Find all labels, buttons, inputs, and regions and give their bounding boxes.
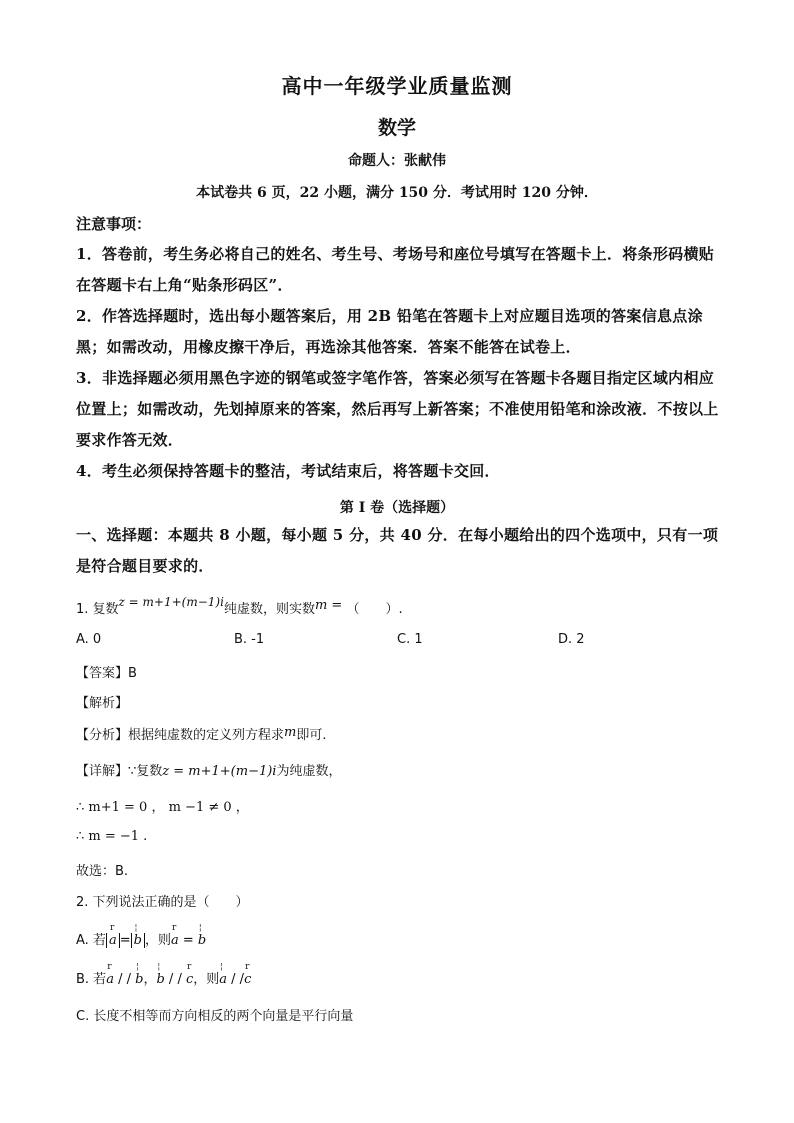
q2-option-a-prefix: A. 若 [76,933,106,948]
q2-option-b-mid1: ， [143,972,157,987]
page-title: 高中一年级学业质量监测 [281,74,513,98]
section-title: 第 I 卷（选择题） [339,500,455,516]
note-item-1: 1．答卷前，考生务必将自己的姓名、考生号、考场号和座位号填写在答题卡上．将条形码横贴在答题卡右上角“贴条形码区”． [76,245,715,294]
q1-suffix: （ ）. [346,602,403,617]
q2-option-b-prefix: B. 若 [76,972,107,987]
q1-option-a: A. 0 [76,632,102,647]
q2-option-b: B. 若r a / / ¦ b，¦ b / / r c，则¦ a / /r c [76,968,251,987]
note-item-2: 2．作答选择题时，选出每小题答案后，用 2B 铅笔在答题卡上对应题目选项的答案信息点涂黑；如需改动，用橡皮擦干净后，再选涂其他答案．答案不能答在试卷上． [76,307,703,356]
q1-detail [76,760,341,779]
q1-option-b: B. -1 [234,632,265,647]
q2-option-a-mid: ，则 [144,933,171,948]
q2-option-a: A. 若r a =¦ b ，则r a = ¦ b [76,929,206,948]
q1-prefix: 1. 复数 [76,602,119,617]
abs-a: r a [106,933,120,948]
q1-detail-suffix: 为纯虚数， [276,764,342,779]
author-line: 命题人：张献伟 [348,153,446,169]
q1-detail-formula: z = m+1+(m−1)i [162,764,277,779]
q1-fenxi-var: m [284,725,297,740]
q1-conclusion: 故选：B. [76,864,129,879]
q1-fenxi [76,724,326,743]
q1-answer: 【答案】B [76,666,137,681]
note-item-4: 4．考生必须保持答题卡的整洁，考试结束后，将答题卡交回． [76,462,500,480]
q1-fenxi-end: 即可. [296,728,327,743]
q1-fenxi-text: 【分析】根据纯虚数的定义列方程求 [76,728,285,743]
q1-formula: z = m+1+(m−1)i [118,595,224,609]
q1-var: m = [314,598,343,613]
q1-detail-prefix: 【详解】∵复数 [76,764,163,779]
vec-a: r a [171,933,179,948]
notes-heading: 注意事项： [76,215,152,233]
question-2-stem: 2. 下列说法正确的是（ ） [76,895,249,910]
subject-title: 数学 [377,117,416,139]
exam-info: 本试卷共 6 页，22 小题，满分 150 分．考试用时 120 分钟． [196,185,598,201]
q1-middle: 纯虚数，则实数 [223,602,315,617]
q1-option-c: C. 1 [397,632,423,647]
q1-option-d: D. 2 [558,632,585,647]
section-intro: 一、选择题：本题共 8 小题，每小题 5 分，共 40 分．在每小题给出的四个选项中，只有一项是符合题目要求的． [76,526,719,575]
abs-b: ¦ b [131,933,145,948]
vec-b: ¦ b [198,933,206,948]
q2-option-b-mid2: ，则 [193,972,220,987]
q1-step-2: ∴ m = −1 . [76,829,148,844]
q1-step-1: ∴ m+1 = 0 ， m −1 ≠ 0 ， [76,800,249,815]
q1-analysis-label: 【解析】 [76,696,129,711]
note-item-3: 3．非选择题必须用黑色字迹的钢笔或签字笔作答，答案必须写在答题卡各题目指定区域内相应位置上；如需改动，先划掉原来的答案，然后再写上新答案；不准使用铅笔和涂改液．不按以上要求作答无效． [76,369,719,449]
question-1-stem [76,595,403,617]
q2-option-c: C. 长度不相等而方向相反的两个向量是平行向量 [76,1009,354,1024]
